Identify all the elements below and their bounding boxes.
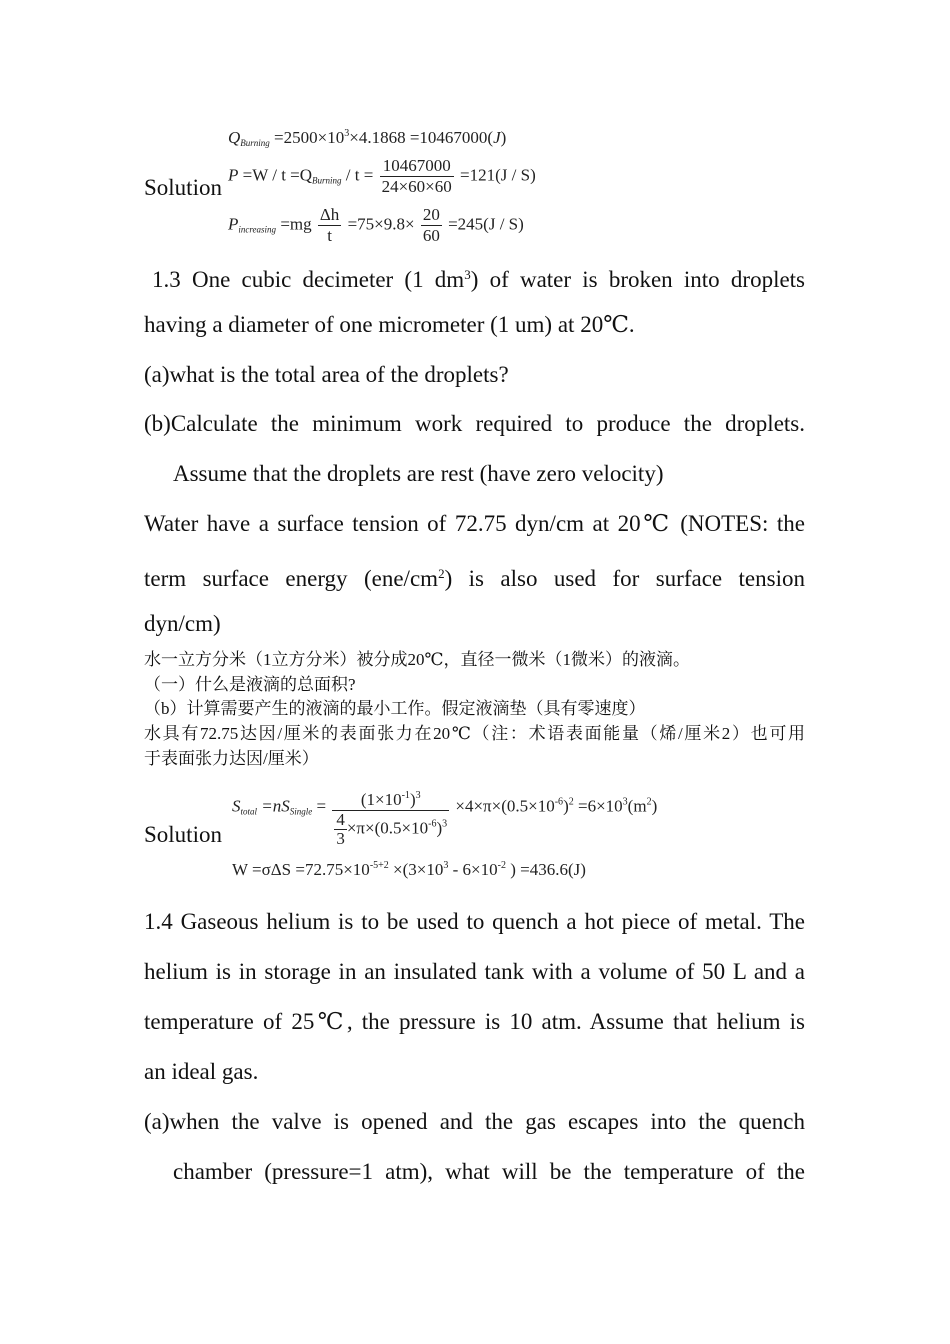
q14-part-a-line2: chamber (pressure=1 atm), what will be the temperature of the: [173, 1159, 805, 1184]
cn-line5: 于表面张力达因/厘米）: [144, 749, 319, 768]
solution-label-1: Solution: [144, 175, 222, 200]
q14-line3: temperature of 25℃, the pressure is 10 atm. Assume that helium is: [144, 1009, 805, 1034]
q14-line2: helium is in storage in an insulated tank with a volume of 50 L and a: [144, 959, 805, 984]
cn-line2: （一）什么是液滴的总面积?: [144, 675, 356, 694]
q14-line4: an ideal gas.: [144, 1059, 259, 1084]
cn-line4: 水具有72.75达因/厘米的表面张力在20℃（注：术语表面能量（烯/厘米2）也可用: [144, 724, 805, 743]
q13-part-b-line2: Assume that the droplets are rest (have zero velocity): [173, 461, 664, 486]
equation-power: $P =W / t =Q_{Burning} / t$ = $\frac{10467000}{24\times 60\times 60}$ =121(J / S): [228, 156, 536, 196]
q13-part-a: (a)what is the total area of the droplets?: [144, 362, 509, 387]
q13-part-b-line1: (b)Calculate the minimum work required to produce the droplets.: [144, 411, 805, 436]
equation-q-burning: $Q_{Burning} =2500\times 10^3\times 4.1868 =10467000(J)$: [228, 128, 507, 148]
equation-s-total: $S_{total} =nS_{Single}$ = $(1\times 10^{-1})^3$ $\frac{4}{3}$ $\times\pi\times(0.5\times 10^{-6})^3$ $\times 4\times\pi\times(0.5\times 10^{-6})^2 =6\times 10^3(m^2)$: [232, 786, 657, 848]
solution-label-2: Solution: [144, 822, 222, 847]
equation-p-increasing: $P_{increasing} =mg$ $\frac{\Delta h}{t}$ =75×9.8× $\frac{20}{60}$ =245(J / S): [228, 205, 524, 245]
q14-line1: 1.4 Gaseous helium is to be used to quench a hot piece of metal. The: [144, 909, 805, 934]
q13-line1: 1.3 One cubic decimeter (1 $dm^3$) of water is broken into droplets: [152, 267, 806, 292]
q13-line2: having a diameter of one micrometer (1 um) at 20℃.: [144, 312, 635, 337]
q13-water-line3: dyn/cm): [144, 611, 221, 636]
cn-line1: 水一立方分米（1立方分米）被分成20℃，直径一微米（1微米）的液滴。: [144, 650, 691, 669]
q13-water-line1: Water have a surface tension of 72.75 dyn/cm at 20℃ (NOTES: the: [144, 511, 805, 536]
equation-work: $W =\sigma\Delta S =72.75\times 10^{-5+2} \times(3\times 10^3 - 6\times 10^{-2}$ ) =436.6(J): [232, 860, 586, 879]
cn-line3: （b）计算需要产生的液滴的最小工作。假定液滴垫（具有零速度）: [144, 699, 646, 718]
q13-water-line2: term surface energy $(ene/cm^2)$ is also used for surface tension: [144, 566, 805, 591]
q14-part-a-line1: (a)when the valve is opened and the gas escapes into the quench: [144, 1109, 805, 1134]
